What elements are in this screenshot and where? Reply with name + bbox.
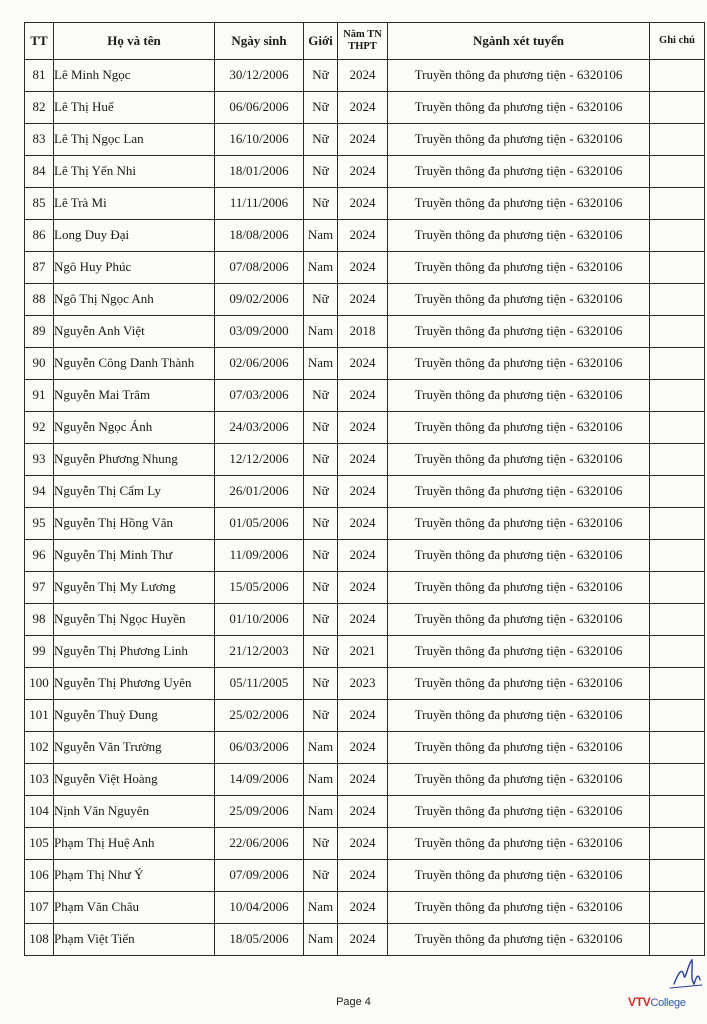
cell-tt: 86	[25, 220, 54, 252]
cell-graduation-year: 2024	[338, 156, 388, 188]
cell-note	[650, 412, 705, 444]
cell-name: Nguyễn Thị Cẩm Ly	[54, 476, 215, 508]
cell-major: Truyền thông đa phương tiện - 6320106	[388, 188, 650, 220]
cell-note	[650, 348, 705, 380]
cell-major: Truyền thông đa phương tiện - 6320106	[388, 348, 650, 380]
cell-graduation-year: 2024	[338, 380, 388, 412]
cell-graduation-year: 2024	[338, 412, 388, 444]
table-row	[25, 252, 705, 284]
logo-vtv-text: VTV	[628, 995, 651, 1009]
cell-note	[650, 828, 705, 860]
cell-tt: 84	[25, 156, 54, 188]
cell-sex: Nữ	[304, 412, 338, 444]
table-row	[25, 860, 705, 892]
cell-tt: 92	[25, 412, 54, 444]
cell-dob: 12/12/2006	[215, 444, 304, 476]
cell-dob: 14/09/2006	[215, 764, 304, 796]
cell-note	[650, 636, 705, 668]
cell-dob: 07/09/2006	[215, 860, 304, 892]
table-row	[25, 668, 705, 700]
cell-dob: 02/06/2006	[215, 348, 304, 380]
cell-major: Truyền thông đa phương tiện - 6320106	[388, 540, 650, 572]
table-row	[25, 796, 705, 828]
cell-major: Truyền thông đa phương tiện - 6320106	[388, 892, 650, 924]
cell-major: Truyền thông đa phương tiện - 6320106	[388, 604, 650, 636]
cell-graduation-year: 2024	[338, 796, 388, 828]
cell-name: Lê Minh Ngọc	[54, 60, 215, 92]
header-tt: TT	[25, 23, 54, 60]
cell-note	[650, 700, 705, 732]
cell-tt: 97	[25, 572, 54, 604]
cell-note	[650, 668, 705, 700]
cell-major: Truyền thông đa phương tiện - 6320106	[388, 508, 650, 540]
cell-dob: 18/01/2006	[215, 156, 304, 188]
cell-tt: 95	[25, 508, 54, 540]
cell-note	[650, 284, 705, 316]
cell-sex: Nữ	[304, 124, 338, 156]
cell-sex: Nữ	[304, 476, 338, 508]
cell-major: Truyền thông đa phương tiện - 6320106	[388, 316, 650, 348]
cell-sex: Nam	[304, 892, 338, 924]
header-sex: Giới	[304, 23, 338, 60]
cell-note	[650, 124, 705, 156]
cell-major: Truyền thông đa phương tiện - 6320106	[388, 92, 650, 124]
cell-dob: 18/05/2006	[215, 924, 304, 956]
cell-sex: Nam	[304, 924, 338, 956]
cell-note	[650, 892, 705, 924]
cell-note	[650, 764, 705, 796]
cell-note	[650, 252, 705, 284]
cell-note	[650, 732, 705, 764]
table-row	[25, 188, 705, 220]
cell-tt: 85	[25, 188, 54, 220]
cell-name: Nguyễn Mai Trâm	[54, 380, 215, 412]
cell-graduation-year: 2024	[338, 60, 388, 92]
cell-major: Truyền thông đa phương tiện - 6320106	[388, 700, 650, 732]
cell-tt: 96	[25, 540, 54, 572]
cell-graduation-year: 2024	[338, 508, 388, 540]
cell-sex: Nữ	[304, 700, 338, 732]
cell-tt: 89	[25, 316, 54, 348]
table-row	[25, 412, 705, 444]
cell-sex: Nam	[304, 764, 338, 796]
page-number: Page 4	[336, 996, 371, 1008]
cell-major: Truyền thông đa phương tiện - 6320106	[388, 476, 650, 508]
cell-dob: 03/09/2000	[215, 316, 304, 348]
cell-note	[650, 380, 705, 412]
table-row	[25, 828, 705, 860]
table-row	[25, 220, 705, 252]
cell-dob: 30/12/2006	[215, 60, 304, 92]
cell-dob: 25/02/2006	[215, 700, 304, 732]
cell-graduation-year: 2024	[338, 476, 388, 508]
cell-note	[650, 60, 705, 92]
table-row	[25, 284, 705, 316]
cell-name: Nguyễn Thị Hồng Vân	[54, 508, 215, 540]
cell-sex: Nữ	[304, 444, 338, 476]
table-row	[25, 636, 705, 668]
table-row	[25, 444, 705, 476]
cell-dob: 26/01/2006	[215, 476, 304, 508]
cell-name: Nguyễn Việt Hoàng	[54, 764, 215, 796]
cell-graduation-year: 2024	[338, 540, 388, 572]
cell-name: Nguyễn Văn Trường	[54, 732, 215, 764]
cell-sex: Nữ	[304, 188, 338, 220]
cell-dob: 01/05/2006	[215, 508, 304, 540]
cell-name: Nguyễn Phương Nhung	[54, 444, 215, 476]
cell-graduation-year: 2024	[338, 764, 388, 796]
cell-note	[650, 188, 705, 220]
cell-sex: Nam	[304, 796, 338, 828]
cell-sex: Nữ	[304, 284, 338, 316]
header-note: Ghi chú	[650, 23, 705, 60]
table-row	[25, 348, 705, 380]
header-graduation-year	[338, 23, 388, 60]
cell-tt: 88	[25, 284, 54, 316]
cell-name: Lê Thị Yến Nhi	[54, 156, 215, 188]
vtv-college-logo	[628, 995, 686, 1009]
table-row	[25, 380, 705, 412]
table-row	[25, 604, 705, 636]
cell-graduation-year: 2024	[338, 892, 388, 924]
cell-graduation-year: 2024	[338, 188, 388, 220]
cell-major: Truyền thông đa phương tiện - 6320106	[388, 284, 650, 316]
cell-sex: Nữ	[304, 636, 338, 668]
cell-major: Truyền thông đa phương tiện - 6320106	[388, 444, 650, 476]
cell-sex: Nam	[304, 252, 338, 284]
cell-major: Truyền thông đa phương tiện - 6320106	[388, 924, 650, 956]
cell-tt: 108	[25, 924, 54, 956]
cell-name: Lê Thị Huế	[54, 92, 215, 124]
cell-tt: 98	[25, 604, 54, 636]
cell-graduation-year: 2024	[338, 700, 388, 732]
cell-note	[650, 92, 705, 124]
table-row	[25, 732, 705, 764]
cell-note	[650, 860, 705, 892]
cell-dob: 21/12/2003	[215, 636, 304, 668]
table-row	[25, 572, 705, 604]
cell-tt: 91	[25, 380, 54, 412]
cell-dob: 05/11/2005	[215, 668, 304, 700]
cell-dob: 24/03/2006	[215, 412, 304, 444]
table-body	[25, 60, 705, 956]
cell-note	[650, 508, 705, 540]
cell-tt: 82	[25, 92, 54, 124]
cell-name: Nịnh Văn Nguyên	[54, 796, 215, 828]
cell-dob: 06/06/2006	[215, 92, 304, 124]
cell-dob: 18/08/2006	[215, 220, 304, 252]
cell-dob: 25/09/2006	[215, 796, 304, 828]
cell-major: Truyền thông đa phương tiện - 6320106	[388, 764, 650, 796]
cell-note	[650, 316, 705, 348]
cell-dob: 09/02/2006	[215, 284, 304, 316]
cell-note	[650, 924, 705, 956]
cell-tt: 105	[25, 828, 54, 860]
cell-major: Truyền thông đa phương tiện - 6320106	[388, 668, 650, 700]
logo-college-text: College	[650, 997, 686, 1009]
cell-dob: 11/09/2006	[215, 540, 304, 572]
cell-major: Truyền thông đa phương tiện - 6320106	[388, 412, 650, 444]
cell-dob: 15/05/2006	[215, 572, 304, 604]
cell-graduation-year: 2024	[338, 572, 388, 604]
cell-major: Truyền thông đa phương tiện - 6320106	[388, 156, 650, 188]
cell-note	[650, 476, 705, 508]
cell-name: Nguyễn Công Danh Thành	[54, 348, 215, 380]
cell-tt: 83	[25, 124, 54, 156]
cell-sex: Nữ	[304, 508, 338, 540]
cell-note	[650, 444, 705, 476]
cell-graduation-year: 2024	[338, 444, 388, 476]
cell-dob: 16/10/2006	[215, 124, 304, 156]
cell-tt: 103	[25, 764, 54, 796]
cell-name: Nguyễn Thị Phương Uyên	[54, 668, 215, 700]
cell-name: Phạm Thị Huệ Anh	[54, 828, 215, 860]
cell-tt: 87	[25, 252, 54, 284]
admission-list-table	[24, 22, 705, 956]
cell-tt: 101	[25, 700, 54, 732]
table-row	[25, 124, 705, 156]
cell-major: Truyền thông đa phương tiện - 6320106	[388, 796, 650, 828]
cell-graduation-year: 2024	[338, 220, 388, 252]
cell-major: Truyền thông đa phương tiện - 6320106	[388, 828, 650, 860]
cell-major: Truyền thông đa phương tiện - 6320106	[388, 572, 650, 604]
cell-dob: 01/10/2006	[215, 604, 304, 636]
cell-name: Nguyễn Thị Phương Linh	[54, 636, 215, 668]
table-row	[25, 540, 705, 572]
table-row	[25, 156, 705, 188]
cell-name: Phạm Việt Tiến	[54, 924, 215, 956]
cell-sex: Nam	[304, 348, 338, 380]
cell-note	[650, 604, 705, 636]
cell-major: Truyền thông đa phương tiện - 6320106	[388, 732, 650, 764]
cell-sex: Nữ	[304, 156, 338, 188]
handwritten-signature-icon	[668, 954, 704, 994]
cell-note	[650, 572, 705, 604]
cell-tt: 90	[25, 348, 54, 380]
cell-major: Truyền thông đa phương tiện - 6320106	[388, 60, 650, 92]
cell-graduation-year: 2024	[338, 828, 388, 860]
cell-sex: Nữ	[304, 60, 338, 92]
header-major: Ngành xét tuyển	[388, 23, 650, 60]
cell-sex: Nữ	[304, 92, 338, 124]
cell-tt: 106	[25, 860, 54, 892]
table-row	[25, 316, 705, 348]
cell-dob: 06/03/2006	[215, 732, 304, 764]
table-row	[25, 764, 705, 796]
cell-sex: Nữ	[304, 604, 338, 636]
cell-tt: 104	[25, 796, 54, 828]
cell-major: Truyền thông đa phương tiện - 6320106	[388, 252, 650, 284]
header-dob: Ngày sinh	[215, 23, 304, 60]
table-row	[25, 508, 705, 540]
cell-name: Nguyễn Anh Việt	[54, 316, 215, 348]
cell-major: Truyền thông đa phương tiện - 6320106	[388, 124, 650, 156]
table-row	[25, 92, 705, 124]
cell-sex: Nam	[304, 220, 338, 252]
cell-graduation-year: 2024	[338, 604, 388, 636]
cell-name: Phạm Văn Châu	[54, 892, 215, 924]
cell-sex: Nữ	[304, 828, 338, 860]
cell-dob: 22/06/2006	[215, 828, 304, 860]
cell-major: Truyền thông đa phương tiện - 6320106	[388, 380, 650, 412]
cell-major: Truyền thông đa phương tiện - 6320106	[388, 220, 650, 252]
cell-sex: Nữ	[304, 380, 338, 412]
cell-graduation-year: 2024	[338, 924, 388, 956]
cell-graduation-year: 2024	[338, 284, 388, 316]
cell-name: Phạm Thị Như Ý	[54, 860, 215, 892]
cell-graduation-year: 2024	[338, 92, 388, 124]
cell-major: Truyền thông đa phương tiện - 6320106	[388, 636, 650, 668]
cell-name: Lê Trà Mi	[54, 188, 215, 220]
cell-name: Ngô Thị Ngọc Anh	[54, 284, 215, 316]
cell-graduation-year: 2018	[338, 316, 388, 348]
cell-major: Truyền thông đa phương tiện - 6320106	[388, 860, 650, 892]
cell-tt: 81	[25, 60, 54, 92]
cell-tt: 100	[25, 668, 54, 700]
cell-name: Ngô Huy Phúc	[54, 252, 215, 284]
table-header	[25, 23, 705, 60]
cell-graduation-year: 2024	[338, 124, 388, 156]
cell-dob: 10/04/2006	[215, 892, 304, 924]
table-row	[25, 476, 705, 508]
cell-graduation-year: 2024	[338, 348, 388, 380]
cell-tt: 99	[25, 636, 54, 668]
cell-graduation-year: 2021	[338, 636, 388, 668]
cell-tt: 94	[25, 476, 54, 508]
header-year-line2: THPT	[348, 41, 377, 52]
cell-tt: 107	[25, 892, 54, 924]
table-row	[25, 924, 705, 956]
cell-tt: 93	[25, 444, 54, 476]
cell-sex: Nam	[304, 732, 338, 764]
cell-dob: 07/03/2006	[215, 380, 304, 412]
cell-graduation-year: 2024	[338, 252, 388, 284]
cell-sex: Nữ	[304, 668, 338, 700]
header-name: Họ và tên	[54, 23, 215, 60]
cell-graduation-year: 2024	[338, 732, 388, 764]
cell-sex: Nữ	[304, 572, 338, 604]
cell-note	[650, 796, 705, 828]
cell-sex: Nữ	[304, 540, 338, 572]
cell-graduation-year: 2024	[338, 860, 388, 892]
cell-name: Nguyễn Thị Minh Thư	[54, 540, 215, 572]
table-row	[25, 60, 705, 92]
cell-dob: 11/11/2006	[215, 188, 304, 220]
cell-name: Nguyễn Thuỳ Dung	[54, 700, 215, 732]
cell-dob: 07/08/2006	[215, 252, 304, 284]
header-year-line1: Năm TN	[343, 29, 382, 41]
cell-note	[650, 220, 705, 252]
cell-name: Nguyễn Thị My Lương	[54, 572, 215, 604]
cell-sex: Nam	[304, 316, 338, 348]
cell-graduation-year: 2023	[338, 668, 388, 700]
table-row	[25, 700, 705, 732]
cell-note	[650, 156, 705, 188]
table-row	[25, 892, 705, 924]
cell-name: Lê Thị Ngọc Lan	[54, 124, 215, 156]
cell-name: Nguyễn Ngọc Ánh	[54, 412, 215, 444]
cell-note	[650, 540, 705, 572]
cell-sex: Nữ	[304, 860, 338, 892]
cell-name: Long Duy Đại	[54, 220, 215, 252]
cell-name: Nguyễn Thị Ngọc Huyền	[54, 604, 215, 636]
cell-tt: 102	[25, 732, 54, 764]
